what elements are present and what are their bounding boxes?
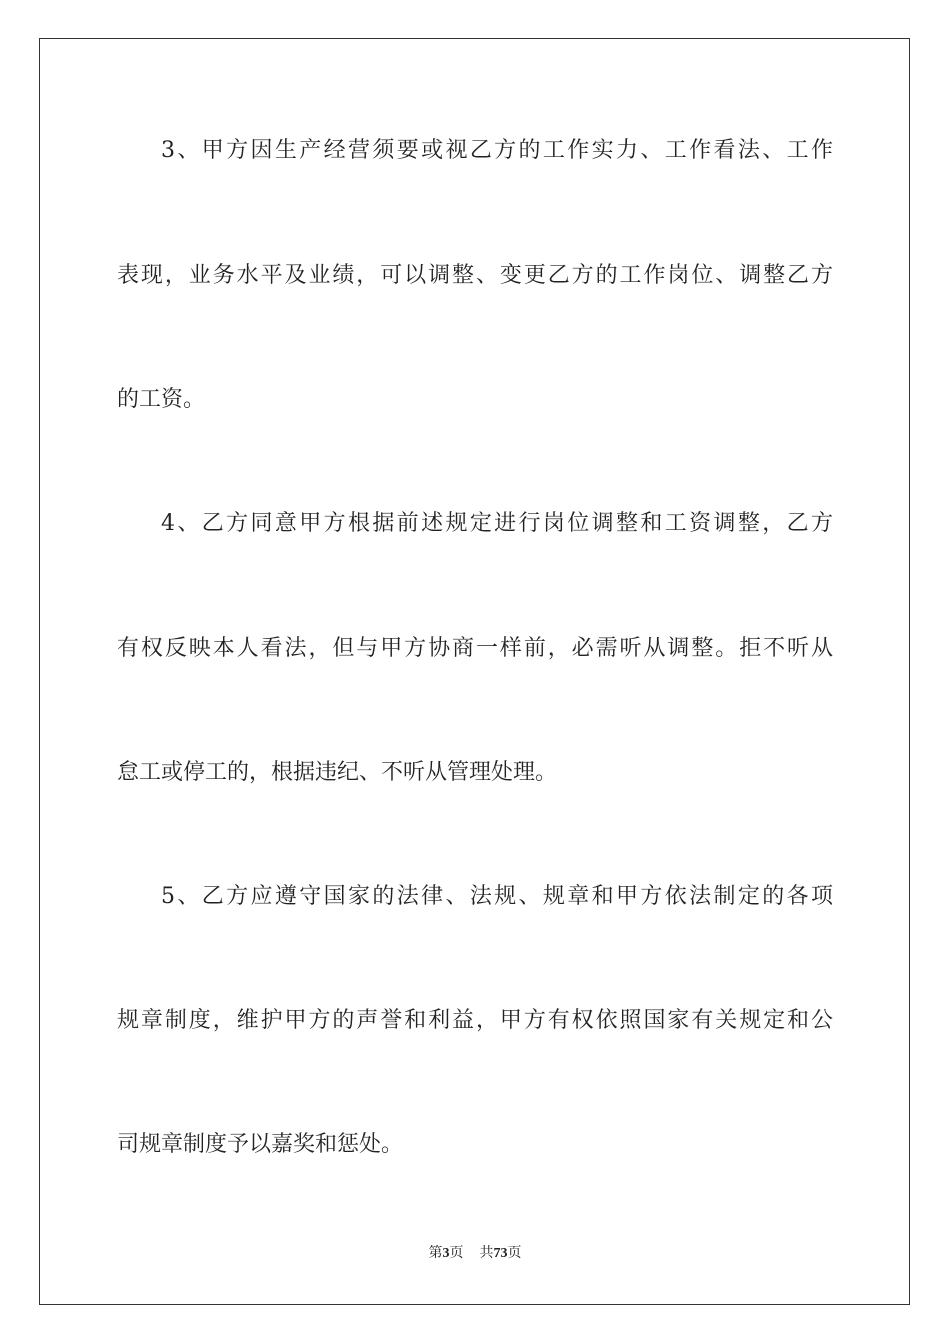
page-number: 3 bbox=[442, 1246, 450, 1261]
page-prefix: 第 bbox=[428, 1246, 443, 1261]
paragraph-1-line-1: 3、甲方因生产经营须要或视乙方的工作实力、工作看法、工作 bbox=[161, 138, 833, 163]
paragraph-2-line-1: 4、乙方同意甲方根据前述规定进行岗位调整和工资调整，乙方 bbox=[161, 511, 833, 536]
total-suffix: 页 bbox=[507, 1246, 522, 1261]
total-prefix: 共 bbox=[479, 1246, 494, 1261]
paragraph-1-line-2: 表现，业务水平及业绩，可以调整、变更乙方的工作岗位、调整乙方 bbox=[117, 263, 833, 288]
paragraph-3-line-2: 规章制度，维护甲方的声誉和利益，甲方有权依照国家有关规定和公 bbox=[117, 1008, 833, 1033]
paragraph-3-line-3: 司规章制度予以嘉奖和惩处。 bbox=[117, 1132, 404, 1157]
page-footer bbox=[0, 1245, 950, 1263]
paragraph-2-line-2: 有权反映本人看法，但与甲方协商一样前，必需听从调整。拒不听从 bbox=[117, 636, 833, 661]
page-suffix: 页 bbox=[449, 1246, 464, 1261]
paragraph-3-line-1: 5、乙方应遵守国家的法律、法规、规章和甲方依法制定的各项 bbox=[161, 884, 833, 909]
paragraph-1-line-3: 的工资。 bbox=[117, 387, 206, 412]
paragraph-2-line-3: 怠工或停工的，根据违纪、不听从管理处理。 bbox=[117, 760, 558, 785]
total-pages: 73 bbox=[493, 1246, 508, 1261]
page-border bbox=[39, 38, 910, 1305]
